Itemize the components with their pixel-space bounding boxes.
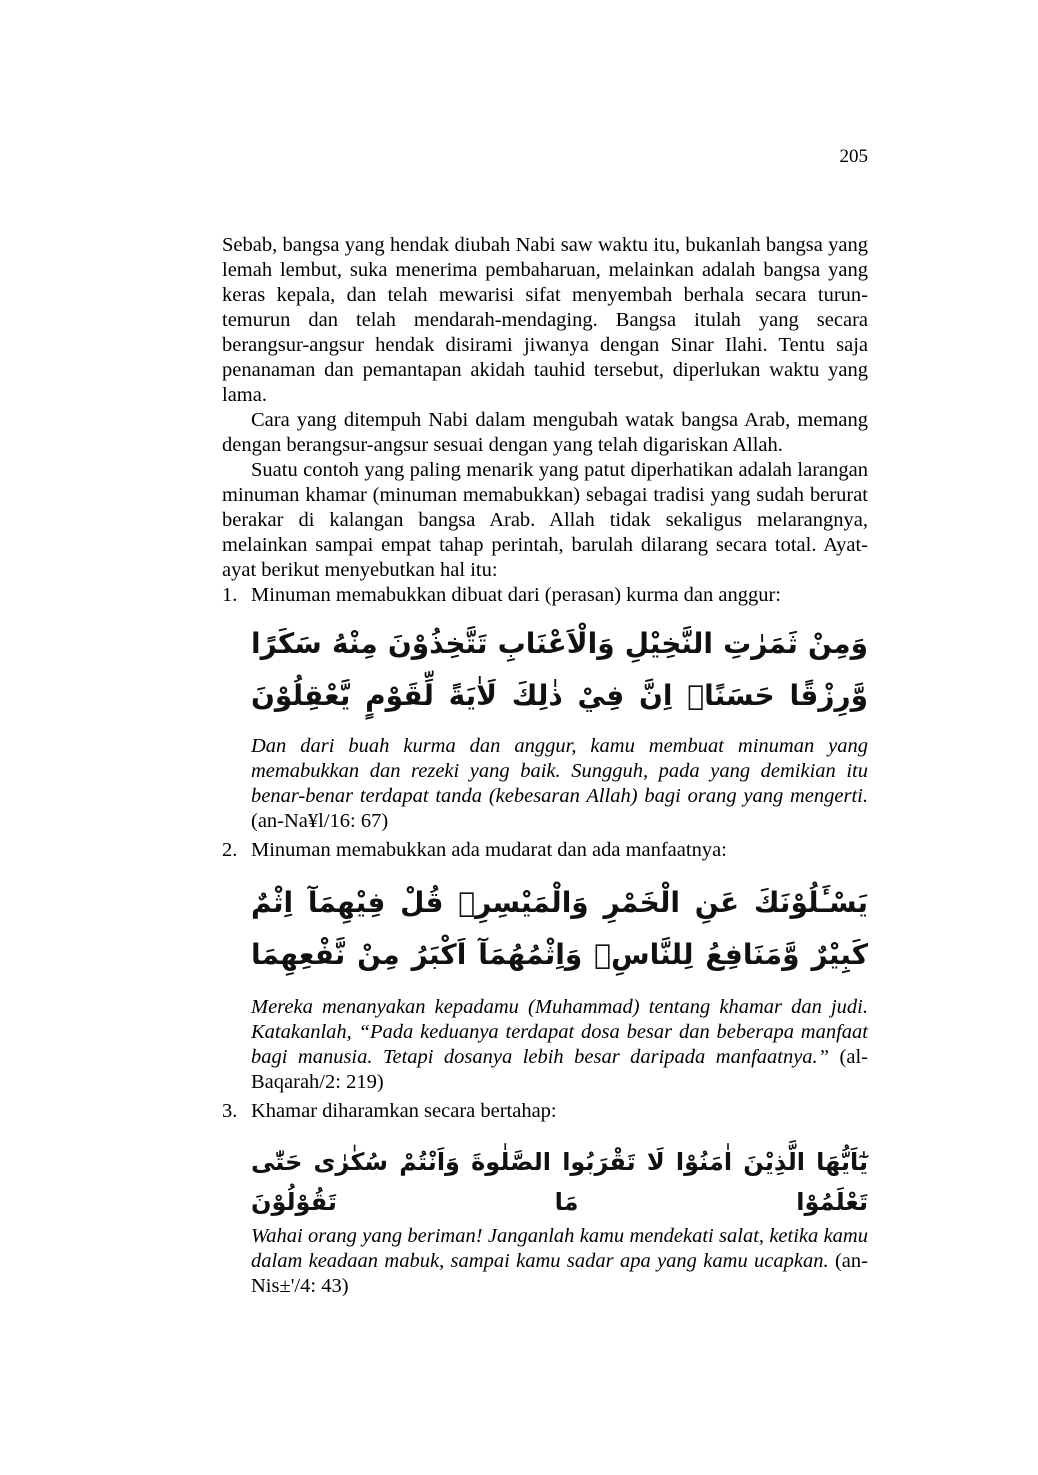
list-item-3: [222, 1099, 868, 1124]
translation-3: [251, 1224, 868, 1299]
paragraph-3: Suatu contoh yang paling menarik yang patut diperhatikan adalah larangan minuman khamar (minuman memabukkan) sebagai tradisi yang sudah berurat berakar di kalangan bangsa Arab. Allah tidak sekaligus melarangnya, melainkan sampai empat tahap perintah, barulah dilarang secara total. Ayat-ayat berikut menyebutkan hal itu:: [222, 459, 868, 581]
arabic-verse-1: [251, 618, 868, 722]
verse-reference: (al-Baqarah/2: 219): [251, 1046, 868, 1093]
list-item-1: [222, 583, 868, 608]
arabic-line: كَبِيْرٌ وَّمَنَافِعُ لِلنَّاسِۖ وَاِثْمُهُمَآ اَكْبَرُ مِنْ نَّفْعِهِمَا: [251, 938, 868, 971]
list-number: 2.: [222, 839, 238, 861]
list-heading: Khamar diharamkan secara bertahap:: [251, 1100, 557, 1122]
translation-1: [251, 734, 868, 834]
arabic-line: وَمِنْ ثَمَرٰتِ النَّخِيْلِ وَالْاَعْنَابِ تَتَّخِذُوْنَ مِنْهُ سَكَرًا: [251, 627, 868, 660]
verse-reference: (an-Na¥l/16: 67): [251, 810, 389, 832]
translation-text: Dan dari buah kurma dan anggur, kamu membuat minuman yang memabukkan dan rezeki yang baik. Sungguh, pada yang demikian itu benar-benar terdapat tanda (kebesaran Allah) bagi orang yang mengerti.: [251, 735, 868, 807]
arabic-line: يٰٓاَيُّهَا الَّذِيْنَ اٰمَنُوْا لَا تَقْرَبُوا الصَّلٰوةَ وَاَنْتُمْ سُكٰرٰى حَتّٰى تَعْلَمُوْا مَا تَقُوْلُوْنَ: [251, 1148, 868, 1216]
arabic-line: وَّرِزْقًا حَسَنًاۗ اِنَّ فِيْ ذٰلِكَ لَاٰيَةً لِّقَوْمٍ يَّعْقِلُوْنَ: [251, 679, 868, 712]
list-heading: Minuman memabukkan dibuat dari (perasan) kurma dan anggur:: [251, 584, 781, 606]
translation-2: [251, 995, 868, 1095]
paragraph-1: Sebab, bangsa yang hendak diubah Nabi saw waktu itu, bukanlah bangsa yang lemah lembut, suka menerima pembaharuan, melainkan adalah bangsa yang keras kepala, dan telah mewarisi sifat menyembah berhala secara turun-temurun dan telah mendarah-mendaging. Bangsa itulah yang secara berangsur-angsur hendak disirami jiwanya dengan Sinar Ilahi. Tentu saja penanaman dan pemantapan akidah tauhid tersebut, diperlukan waktu yang lama.: [222, 234, 868, 406]
page-number: 205: [839, 146, 868, 167]
translation-text: Mereka menanyakan kepadamu (Muhammad) tentang khamar dan judi. Katakanlah, “Pada keduanya terdapat dosa besar dan beberapa manfaat bagi manusia. Tetapi dosanya lebih besar daripada manfaatnya.”: [251, 996, 868, 1068]
list-item-2: [222, 838, 868, 863]
arabic-verse-2: [251, 877, 868, 981]
page-body: [222, 233, 868, 1299]
arabic-line: يَسْـَٔلُوْنَكَ عَنِ الْخَمْرِ وَالْمَيْسِرِۗ قُلْ فِيْهِمَآ اِثْمٌ: [251, 886, 868, 919]
verse-reference: (an-Nis±'/4: 43): [251, 1250, 868, 1297]
translation-text: Wahai orang yang beriman! Janganlah kamu mendekati salat, ketika kamu dalam keadaan mabuk, sampai kamu sadar apa yang kamu ucapkan.: [251, 1225, 868, 1272]
arabic-verse-3: [251, 1142, 868, 1222]
list-number: 1.: [222, 584, 238, 606]
list-heading: Minuman memabukkan ada mudarat dan ada manfaatnya:: [251, 839, 727, 861]
paragraph-2: Cara yang ditempuh Nabi dalam mengubah watak bangsa Arab, memang dengan berangsur-angsur sesuai dengan yang telah digariskan Allah.: [222, 409, 868, 456]
list-number: 3.: [222, 1100, 238, 1122]
